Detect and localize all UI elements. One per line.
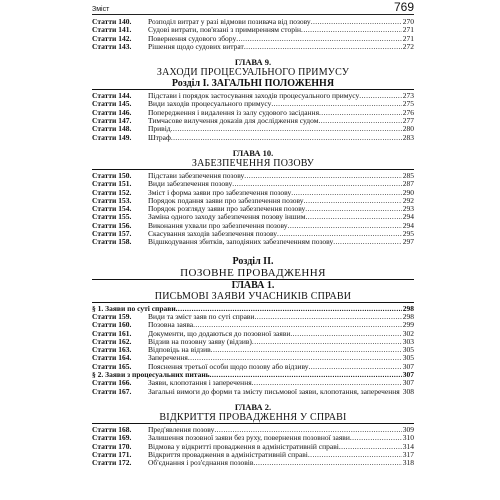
- chapter-heading: ГЛАВА 9.: [234, 57, 272, 68]
- toc-page-number: 307: [402, 378, 414, 388]
- toc-entry[interactable]: [92, 43, 414, 51]
- toc-article-label: Статти 150.: [92, 170, 132, 180]
- toc-article-title: Пояснення третьої особи щодо позову або відзиву: [148, 361, 309, 371]
- toc-page-number: 298: [402, 311, 414, 321]
- toc-entry[interactable]: [92, 117, 414, 125]
- toc-article-text: Загальні вимоги до форми та змісту письмової заяви, клопотання, заперечення: [148, 386, 400, 396]
- toc-entry[interactable]: [92, 125, 414, 133]
- toc-leader: [308, 363, 401, 371]
- toc-page-number: 275: [402, 99, 414, 109]
- toc-page-number: 272: [402, 41, 414, 51]
- toc-leader: [350, 434, 402, 442]
- toc-entry[interactable]: [92, 451, 414, 459]
- toc-article-label: Статти 144.: [92, 91, 132, 101]
- toc-article-label: Статти 148.: [92, 124, 132, 134]
- toc-group-ch2: [92, 426, 414, 467]
- toc-entry[interactable]: [92, 172, 414, 180]
- toc-article-title: Судові витрати, пов'язані з примиренням сторін: [148, 25, 302, 35]
- toc-leader: [244, 172, 402, 180]
- toc-article-label: Статти 153.: [92, 195, 132, 205]
- toc-article-label: Статти 145.: [92, 99, 132, 109]
- toc-leader: [291, 189, 402, 197]
- toc-article-title: Заяви, клопотання і заперечення: [148, 378, 252, 388]
- toc-entry[interactable]: [92, 459, 414, 467]
- toc-article-title: Відмова у відкритті провадження в адміністративній справі: [148, 441, 339, 451]
- toc-page-number: 317: [402, 449, 414, 459]
- toc-leader: [301, 26, 402, 34]
- toc-page-number: 297: [402, 237, 414, 247]
- toc-article-label: Статти 159.: [92, 311, 132, 321]
- toc-leader: [236, 35, 402, 43]
- toc-page-number: 308: [402, 386, 414, 396]
- toc-page-number: 305: [402, 345, 414, 355]
- chapter-title: ЗАБЕЗПЕЧЕННЯ ПОЗОВУ: [92, 158, 414, 170]
- toc-article-label: Статти 161.: [92, 328, 132, 338]
- toc-page-number: 307: [402, 361, 414, 371]
- toc-page-number: 310: [402, 433, 414, 443]
- toc-article-title: Залишення позовної заяви без руху, повернення позовної заяви: [148, 433, 350, 443]
- toc-leader: [304, 197, 402, 205]
- toc-page-number: 283: [402, 132, 414, 142]
- chapter-title: ПИСЬМОВІ ЗАЯВИ УЧАСНИКІВ СПРАВИ: [92, 291, 414, 303]
- toc-article-label: Статти 141.: [92, 25, 132, 35]
- chapter-title: ВІДКРИТТЯ ПРОВАДЖЕННЯ У СПРАВІ: [92, 412, 414, 424]
- toc-article-title: Повернення судового збору: [148, 33, 237, 43]
- toc-article-label: Статти 151.: [92, 179, 132, 189]
- toc-entry[interactable]: [92, 313, 414, 321]
- toc-article-title: Підстави забезпечення позову: [148, 170, 245, 180]
- toc-page-number: 292: [402, 195, 414, 205]
- toc-entry[interactable]: [92, 330, 414, 338]
- toc-leader: [211, 346, 402, 354]
- toc-leader: [253, 459, 401, 467]
- toc-page-number: 303: [402, 336, 414, 346]
- toc-leader: [333, 238, 402, 246]
- toc-article-label: Статти 143.: [92, 41, 132, 51]
- chapter-heading: ГЛАВА 10.: [232, 147, 274, 158]
- toc-page-number: 298: [402, 303, 414, 313]
- toc-article-label: Статти 142.: [92, 33, 132, 43]
- toc-leader: [339, 443, 402, 451]
- toc-article-title: Пред'явлення позову: [148, 424, 215, 434]
- toc-leader: [254, 313, 401, 321]
- toc-article-title: Виконання ухвали про забезпечення позову: [148, 220, 288, 230]
- toc-page-number: 294: [402, 212, 414, 222]
- toc-page-number: 302: [402, 328, 414, 338]
- toc-article-label: Статти 164.: [92, 353, 132, 363]
- toc-article-label: Статти 152.: [92, 187, 132, 197]
- page-header: [92, 0, 414, 15]
- toc-page-number: 285: [402, 170, 414, 180]
- toc-article-label: Статти 162.: [92, 336, 132, 346]
- toc-group-ch10: [92, 172, 414, 247]
- toc-page-number: 280: [402, 124, 414, 134]
- toc-article-title: Об'єднання і роз'єднання позовів: [148, 458, 254, 468]
- toc-leader: [305, 205, 401, 213]
- toc-article-title: Позовна заява: [148, 320, 194, 330]
- toc-article-title: Відшкодування збитків, заподіяних забезпеченням позову: [148, 237, 334, 247]
- toc-article-label: Статти 157.: [92, 229, 132, 239]
- toc-page-number: 307: [402, 370, 414, 380]
- toc-article-title: Документи, що додаються до позовної заяви: [148, 328, 291, 338]
- toc-article-label: Статти 160.: [92, 320, 132, 330]
- chapter-subtitle: Розділ І. ЗАГАЛЬНІ ПОЛОЖЕННЯ: [92, 78, 414, 90]
- toc-leader: [288, 222, 402, 230]
- toc-entry[interactable]: [92, 238, 414, 246]
- toc-article-title: Відкриття провадження в адміністративній справі: [148, 449, 308, 459]
- toc-leader: [290, 330, 401, 338]
- toc-article-title: Порядок розгляду заяви про забезпечення позову: [148, 204, 306, 214]
- toc-leader: [319, 109, 402, 117]
- toc-article-title: Зміст і форма заяви про забезпечення позову: [148, 187, 292, 197]
- toc-article-label: Статти 170.: [92, 441, 132, 451]
- chapter-heading: ГЛАВА 2.: [234, 401, 272, 412]
- toc-leader: [252, 338, 402, 346]
- toc-article-title: Привід: [148, 124, 171, 134]
- toc-article-title: Попередження і видалення із залу судового засідання: [148, 107, 320, 117]
- toc-article-label: Статти 140.: [92, 17, 132, 26]
- toc-article-title: Тимчасове вилучення доказів для дослідження судом: [148, 116, 319, 126]
- toc-page-number: 276: [402, 107, 414, 117]
- toc-article-label: Статти 156.: [92, 220, 132, 230]
- toc-article-title: Розподіл витрат у разі відмови позивача від позову: [148, 17, 311, 26]
- toc-page-number: 305: [402, 353, 414, 363]
- toc-article-label: Статти 169.: [92, 433, 132, 443]
- toc-entry[interactable]: [92, 346, 414, 354]
- page-number: 769: [393, 0, 414, 14]
- toc-page-number: 309: [402, 424, 414, 434]
- toc-page-number: 299: [402, 320, 414, 330]
- toc-article-title: Підстави і порядок застосування заходів процесуального примусу: [148, 91, 360, 101]
- toc-article-label: Статти 155.: [92, 212, 132, 222]
- toc-subsection[interactable]: [92, 371, 414, 379]
- toc-leader: [318, 117, 401, 125]
- toc-page-number: 277: [402, 116, 414, 126]
- toc-page-number: 293: [402, 204, 414, 214]
- toc-article-label: Статти 165.: [92, 361, 132, 371]
- toc-article-label: Статти 146.: [92, 107, 132, 117]
- chapter-title: ЗАХОДИ ПРОЦЕСУАЛЬНОГО ПРИМУСУ: [156, 67, 350, 79]
- toc-page-number: 287: [402, 179, 414, 189]
- toc-article-label: Статти 171.: [92, 449, 132, 459]
- toc-article-label: Статти 158.: [92, 237, 132, 247]
- toc-article-title: Порядок подання заяви про забезпечення позову: [148, 195, 304, 205]
- toc-article-title: Заміна одного заходу забезпечення позову іншим: [148, 212, 306, 222]
- toc-page-number: 318: [402, 458, 414, 468]
- toc-leader: [171, 134, 402, 142]
- toc-page-number: 294: [402, 220, 414, 230]
- toc-article-label: Статти 147.: [92, 116, 132, 126]
- toc-leader: [359, 92, 402, 100]
- toc-leader: [244, 43, 402, 51]
- toc-entry[interactable]: [92, 388, 414, 396]
- toc-subsection-title: § 2. Заяви з процесуальних питань: [92, 370, 210, 380]
- toc-article-title: Відповідь на відзив: [148, 345, 211, 355]
- toc-article-label: Статти 149.: [92, 132, 132, 142]
- toc-article-title: Види та зміст заяв по суті справи: [148, 311, 255, 321]
- toc-article-label: Статти 166.: [92, 378, 132, 388]
- toc-page-number: 271: [402, 33, 414, 43]
- toc-entry[interactable]: [92, 338, 414, 346]
- toc-leader: [171, 125, 402, 133]
- toc-article-title: Рішення щодо судових витрат: [148, 41, 244, 51]
- toc-article-title: Штраф: [148, 132, 171, 142]
- toc-subsection-title: § 1. Заяви по суті справи: [92, 303, 176, 313]
- toc-leader: [311, 18, 402, 26]
- toc-article-label: Статти 172.: [92, 458, 132, 468]
- toc-group-razdil2: [92, 305, 414, 396]
- toc-article-label: Статти 154.: [92, 204, 132, 214]
- toc-leader: [305, 213, 401, 221]
- toc-entry[interactable]: [92, 134, 414, 142]
- toc-page-number: 270: [402, 17, 414, 26]
- toc-entry[interactable]: [92, 26, 414, 34]
- part-heading: Розділ II.: [232, 255, 274, 267]
- toc-page-number: 295: [402, 229, 414, 239]
- toc-entry[interactable]: [92, 35, 414, 43]
- toc-group-ch9: [92, 92, 414, 142]
- toc-article-label: Статти 167.: [92, 386, 132, 396]
- toc-article-title: Відзив на позовну заяву (відзив): [148, 336, 252, 346]
- toc-article-title: [148, 388, 414, 396]
- toc-group-top: [92, 18, 414, 51]
- toc-page-number: 273: [402, 91, 414, 101]
- chapter-heading: ГЛАВА 1.: [231, 279, 275, 291]
- toc-page-number: 271: [402, 25, 414, 35]
- toc-article-label: Статти 168.: [92, 424, 132, 434]
- part-title: ПОЗОВНЕ ПРОВАДЖЕННЯ: [92, 267, 414, 280]
- toc-article-label: Статти 163.: [92, 345, 132, 355]
- toc-page-number: 314: [402, 441, 414, 451]
- toc-article-title: Види забезпечення позову: [148, 179, 233, 189]
- toc-page-number: 290: [402, 187, 414, 197]
- section-title: Зміст: [92, 6, 110, 13]
- toc-article-title: Види заходів процесуального примусу: [148, 99, 272, 109]
- toc-article-title: Заперечення: [148, 353, 188, 363]
- toc-leader: [308, 451, 402, 459]
- toc-article-title: Скасування заходів забезпечення позову: [148, 229, 278, 239]
